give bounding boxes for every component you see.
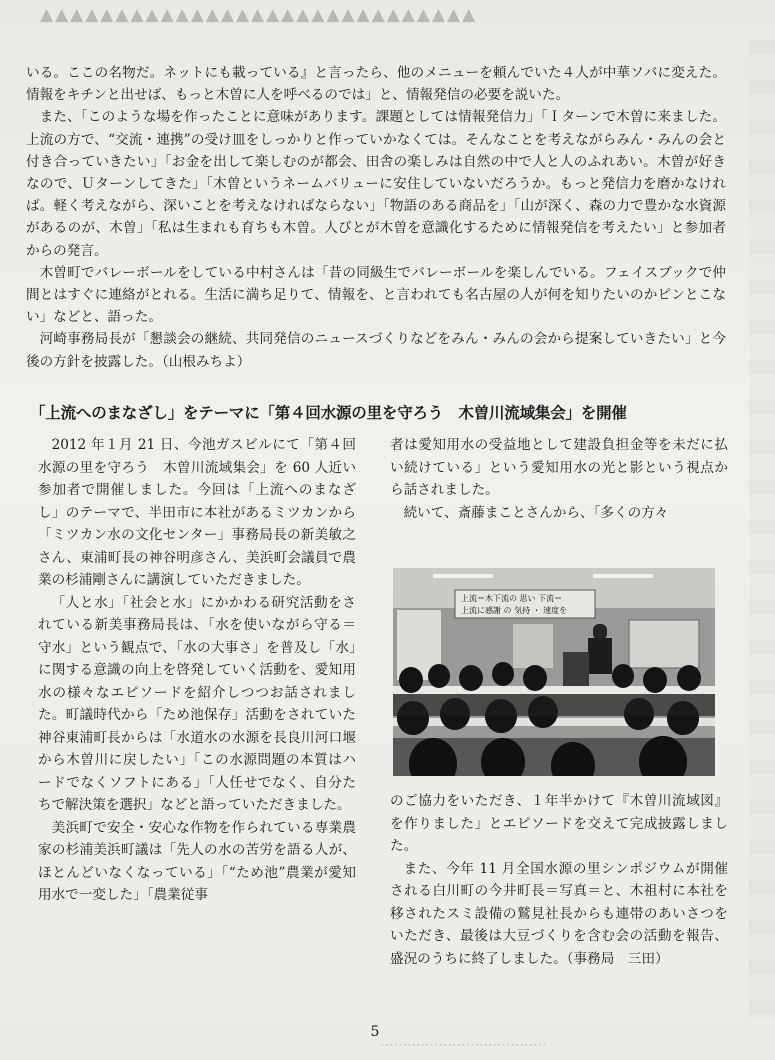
meeting-photo (393, 568, 715, 776)
article-headline: 「上流へのまなざし」をテーマに「第４回水源の里を守ろう 木曽川流域集会」を開催 (30, 404, 627, 422)
top-article (26, 62, 726, 373)
right-paragraph-4: また、今年 11 月全国水源の里シンポジウムが開催される白川町の今井町長＝写真＝と、木祖村に本社を移されたスミ設備の鷲見社長からも連帯のあいさつをいただき、最後は大豆づくりを含む会の活動を報告、盛況のうちに終了しました。（事務局 三田） (390, 860, 728, 967)
article-left-column (38, 434, 356, 907)
banner-text-1: 上流＝木下流の 思い 下流＝ (461, 594, 563, 603)
left-paragraph-2: 「人と水」「社会と水」にかかわる研究活動をされている新美事務局長は、「水を使いながら守る＝守水」という観点で、「水の大事さ」を普及し「水」に関する意識の向上を啓発していく活動を、愛知用水の様々なエピソードを紹介しつつお話されました。町議時代から「ため池保存」活動をされていた神谷東浦町長からは「水道水の水源を長良川河口堰から木曽川に戻したい」「この水源問題の本質はハードでなくソフトにある」「人任せでなく、自分たちで解決策を選択」などと語っていただきました。 (38, 594, 356, 813)
top-paragraph-2: また、「このような場を作ったことに意味があります。課題としては情報発信力」「Ｉターンで木曽に来ました。上流の方で、“交流・連携”の受け皿をしっかりと作っていかなくては。そんなことを考えながらみん・みんの会と付き合っていきたい」「お金を出して楽しむのが都会、田舎の楽しみは自然の中で人と人のふれあい。木曽が好きなので、Ｕターンしてきた」「木曽というネームバリューに安住していないだろうか。もっと発信力を磨かなければ。軽く考えながら、深いことを考えなければならない」「物語のある商品を」「山が深く、森の力で豊かな水資源があるのが、木曽」「私は生まれも育ちも木曽。人びとが木曽を意識化するために情報発信を考えたい」と参加者からの発言。 (26, 109, 726, 259)
left-paragraph-1: 2012 年１月 21 日、今池ガスビルにて「第４回水源の里を守ろう 木曽川流域集会」を 60 人近い参加者で開催しました。今回は「上流へのまなざし」のテーマで、半田市に本社があるミツカンから「ミツカン水の文化センター」事務局長の新美敏之さん、東浦町長の神谷明彦さん、美浜町会議員で農業の杉浦剛さんに講演していただきました。 (38, 437, 356, 588)
right-paragraph-1: 者は愛知用水の受益地として建設負担金等を未だに払い続けている」という愛知用水の光と影という視点から話されました。 (390, 437, 728, 498)
bleed-through-margin (749, 40, 775, 1020)
top-paragraph-4: 河崎事務局長が「懇談会の継続、共同発信のニュースづくりなどをみん・みんの会から提案していきたい」と今後の方針を披露した。（山根みちよ） (26, 331, 726, 370)
article-right-column-bottom (390, 790, 728, 970)
bleed-through-header: ▲▲▲▲▲▲▲▲▲▲▲▲▲▲▲▲▲▲▲▲▲▲▲▲▲▲▲▲▲ (40, 5, 478, 25)
right-paragraph-2: 続いて、斎藤まことさんから、「多くの方々 (403, 504, 669, 521)
left-paragraph-3: 美浜町で安全・安心な作物を作られている専業農家の杉浦美浜町議は「先人の水の苦労を語る人が、ほとんどいなくなっている」「“ため池”農業が愛知用水で一変した」「農業従事 (38, 819, 356, 903)
top-paragraph-3: 木曽町でバレーボールをしている中村さんは「昔の同級生でバレーボールを楽しんでいる。フェイスブックで仲間とはすぐに連絡がとれる。生活に満ち足りて、情報を、と言われても名古屋の人が何を知りたいのかピンとこない」などと、語った。 (26, 264, 726, 326)
article-right-column-top (390, 434, 728, 524)
banner-text-2: 上流に感謝 の 気持 ・ 速度を (461, 606, 568, 615)
right-paragraph-3: のご協力をいただき、１年半かけて『木曽川流域図』を作りました」とエピソードを交えて完成披露しました。 (390, 793, 728, 854)
meeting-photo-illustration (393, 568, 715, 776)
top-paragraph-1: いる。ここの名物だ。ネットにも載っている』と言ったら、他のメニューを頼んでいた４人が中華ソバに変えた。情報をキチンと出せば、もっと木曽に人を呼べるのでは」と、情報発信の必要を説いた。 (26, 65, 726, 104)
bleed-through-footer: ･････････････････････････････････････ (380, 1041, 547, 1051)
page-number: 5 (370, 1024, 380, 1040)
